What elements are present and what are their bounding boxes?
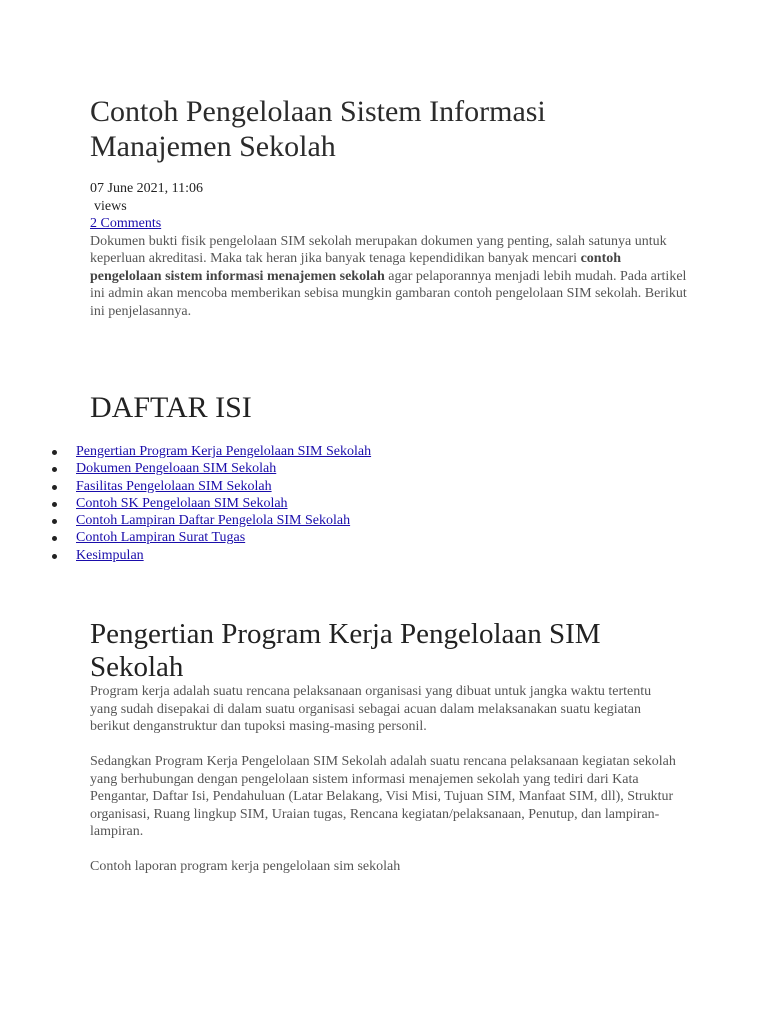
toc-item (0, 495, 768, 512)
section-paragraph: Program kerja adalah suatu rencana pelaksanaan organisasi yang dibuat untuk jangka waktu tertentu yang sudah disepakai di dalam suatu organisasi sebagai acuan dalam melaksanakan suatu kegiatan berikut denganstruktur dan tupoksi masing-masing personil. (90, 684, 652, 734)
intro-text-start: Dokumen bukti fisik pengelolaan SIM sekolah merupakan dokumen yang penting, salah satunya untuk keperluan akreditasi. Maka tak heran jika banyak tenaga kependidikan banyak mencari (90, 233, 667, 266)
toc-link[interactable]: Contoh Lampiran Surat Tugas (76, 530, 246, 546)
section-body (90, 683, 680, 893)
intro-paragraph (90, 233, 690, 321)
comments-link[interactable]: 2 Comments (90, 216, 162, 231)
toc-link[interactable]: Contoh Lampiran Daftar Pengelola SIM Sekolah (76, 513, 351, 529)
bullet-icon (52, 450, 57, 455)
table-of-contents (0, 443, 768, 564)
bullet-icon (52, 502, 57, 507)
section-paragraph: Sedangkan Program Kerja Pengelolaan SIM Sekolah adalah suatu rencana pelaksanaan kegiatan sekolah yang berhubungan dengan pengelolaan sistem informasi menajemen sekolah yang tediri dari Kata Pengantar, Daftar Isi, Pendahuluan (Latar Belakang, Visi Misi, Tujuan SIM, Manfaat SIM, dll), Struktur organisasi, Ruang lingkup SIM, Uraian tugas, Rencana kegiatan/pelaksanaan, Penutup, dan lampiran-lampiran. (90, 754, 676, 839)
section-heading: Pengertian Program Kerja Pengelolaan SIM Sekolah (90, 618, 601, 683)
toc-heading: DAFTAR ISI (90, 391, 252, 424)
toc-item (0, 529, 768, 546)
bullet-icon (52, 485, 57, 490)
toc-item (0, 460, 768, 477)
intro-bold-keyword: contoh pengelolaan sistem informasi menajemen sekolah (90, 251, 622, 284)
toc-item (0, 478, 768, 495)
intro-text-end: agar pelaporannya menjadi lebih mudah. Pada artikel ini admin akan mencoba memberikan sebisa mungkin gambaran contoh pengelolaan SIM sekolah. Berikut ini penjelasannya. (90, 268, 687, 319)
toc-item (0, 547, 768, 564)
bullet-icon (52, 536, 57, 541)
bullet-icon (52, 519, 57, 524)
post-meta (90, 180, 690, 320)
page-title: Contoh Pengelolaan Sistem Informasi Manajemen Sekolah (90, 95, 546, 163)
section-paragraph: Contoh laporan program kerja pengelolaan sim sekolah (90, 859, 401, 874)
toc-link[interactable]: Pengertian Program Kerja Pengelolaan SIM Sekolah (76, 444, 372, 459)
toc-link[interactable]: Kesimpulan (76, 547, 144, 563)
bullet-icon (52, 467, 57, 472)
toc-link[interactable]: Fasilitas Pengelolaan SIM Sekolah (76, 478, 272, 494)
post-views: views (94, 198, 127, 214)
toc-link[interactable]: Dokumen Pengeloaan SIM Sekolah (76, 461, 277, 477)
toc-link[interactable]: Contoh SK Pengelolaan SIM Sekolah (76, 495, 288, 511)
post-date: 07 June 2021, 11:06 (90, 181, 204, 196)
toc-item (0, 512, 768, 529)
toc-item (0, 443, 768, 460)
bullet-icon (52, 554, 57, 559)
